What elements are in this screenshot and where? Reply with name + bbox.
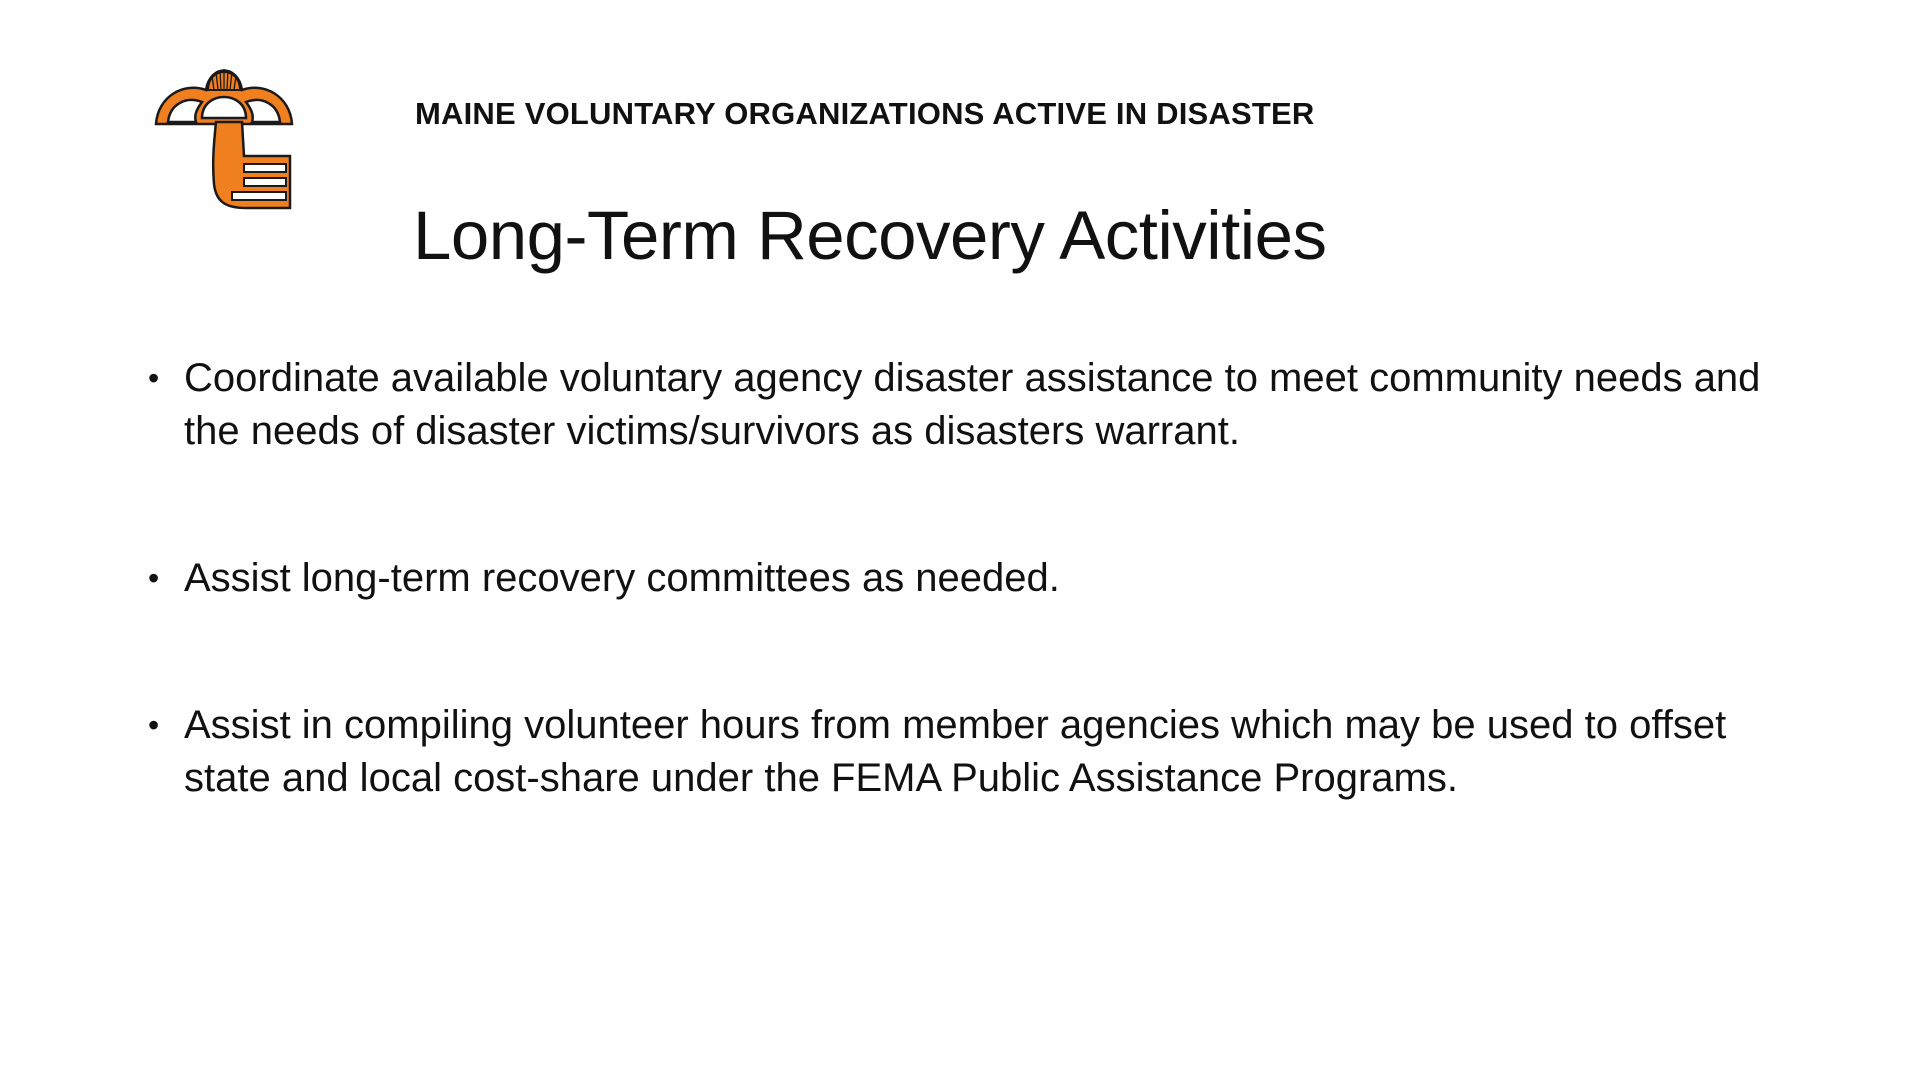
bullet-marker: • (148, 707, 160, 743)
bullet-marker: • (148, 560, 160, 596)
bullet-item (148, 352, 1798, 458)
bullet-marker: • (148, 360, 160, 396)
bullet-text: Coordinate available voluntary agency disaster assistance to meet community needs and the needs of disaster victims/survivors as disasters warrant. (184, 356, 1761, 453)
bullet-list (148, 352, 1798, 805)
vold-logo-icon (150, 52, 298, 210)
bullet-text: Assist long-term recovery committees as needed. (184, 556, 1060, 600)
bullet-text: Assist in compiling volunteer hours from member agencies which may be used to offset state and local cost-share under the FEMA Public Assistance Programs. (184, 703, 1727, 800)
bullet-item (148, 699, 1798, 805)
bullet-item (148, 552, 1798, 605)
slide-title: Long-Term Recovery Activities (413, 197, 1327, 274)
organization-name: MAINE VOLUNTARY ORGANIZATIONS ACTIVE IN DISASTER (415, 96, 1315, 131)
